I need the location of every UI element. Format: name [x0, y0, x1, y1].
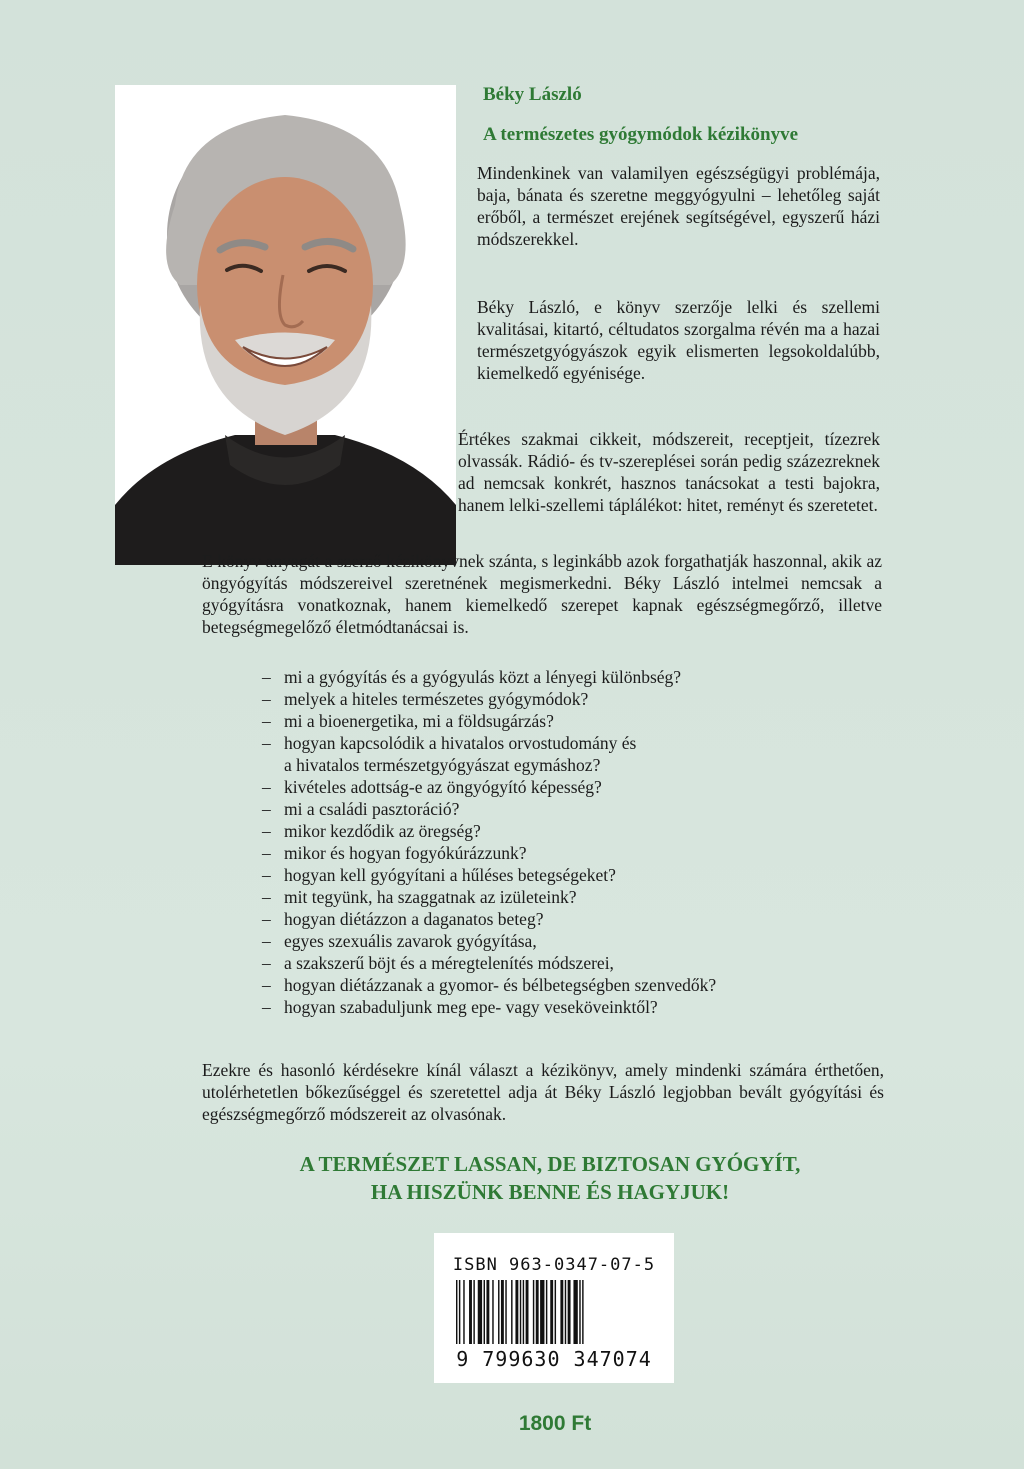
list-item: – melyek a hiteles természetes gyógymódok? — [262, 688, 822, 710]
list-item: – mi a bioenergetika, mi a földsugárzás? — [262, 710, 822, 732]
author-photo — [115, 85, 456, 565]
closing-paragraph: Ezekre és hasonló kérdésekre kínál választ a kézikönyv, amely mindenki számára érthetően, utolérhetetlen bőkezűséggel és szeretettel adja át Béky László legjobban bevált gyógyítási és egészségmegőrző módszereit az olvasónak. — [202, 1060, 884, 1124]
list-item: – a szakszerű böjt és a méregtelenítés módszerei, — [262, 952, 822, 974]
isbn-number: ISBN 963-0347-07-5 — [452, 1255, 656, 1275]
list-item: – hogyan diétázzanak a gyomor- és bélbetegségben szenvedők? — [262, 974, 822, 996]
motto — [180, 1150, 920, 1206]
list-item: – kivételes adottság-e az öngyógyító képesség? — [262, 776, 822, 798]
motto-line-2: HA HISZÜNK BENNE ÉS HAGYJUK! — [370, 1180, 730, 1204]
author-paragraph: Béky László, e könyv szerzője lelki és szellemi kvalitásai, kitartó, céltudatos szorgalma révén ma a hazai természetgyógyászok egyik elismerten legsokoldalúbb, kiemelkedő egyénisége. — [477, 297, 880, 383]
purpose-paragraph: E könyv anyagát a szerző kézikönyvnek szánta, s leginkább azok forgathatják haszonnal, akik az öngyógyítás módszereivel szeretnének megismerkedni. Béky László intelmei nemcsak a gyógyításra vonatkoznak, hanem kiemelkedő szerepet kapnak egészségmegőrző, illetve betegségmegelőző életmódtanácsai is. — [202, 551, 882, 637]
list-item: – mi a családi pasztoráció? — [262, 798, 822, 820]
list-item: – mi a gyógyítás és a gyógyulás közt a lényegi különbség? — [262, 666, 822, 688]
price: 1800 Ft — [518, 1412, 592, 1435]
author-name: Béky László — [483, 84, 582, 105]
list-item: – mikor kezdődik az öregség? — [262, 820, 822, 842]
barcode-bars — [456, 1280, 652, 1344]
list-item: – hogyan szabaduljunk meg epe- vagy veseköveinktől? — [262, 996, 822, 1018]
ean-number: 9 799630 347074 — [456, 1347, 652, 1371]
barcode-label — [434, 1233, 674, 1383]
list-item: – mikor és hogyan fogyókúrázzunk? — [262, 842, 822, 864]
list-item: – hogyan diétázzon a daganatos beteg? — [262, 908, 822, 930]
articles-paragraph: Értékes szakmai cikkeit, módszereit, receptjeit, tízezrek olvassák. Rádió- és tv-szereplései során pedig százezreknek ad nemcsak konkrét, hasznos tanácsokat a testi bajokra, hanem lelki-szellemi táplálékot: hitet, reményt és szeretetet. — [458, 429, 880, 515]
list-item: – hogyan kell gyógyítani a hűléses betegségeket? — [262, 864, 822, 886]
list-item: – hogyan kapcsolódik a hivatalos orvostudomány és a hivatalos természetgyógyászat egymáshoz? — [262, 732, 822, 776]
motto-line-1: A TERMÉSZET LASSAN, DE BIZTOSAN GYÓGYÍT, — [299, 1152, 801, 1176]
list-item: – mit tegyünk, ha szaggatnak az izületeink? — [262, 886, 822, 908]
questions-list — [262, 666, 822, 1018]
book-title: A természetes gyógymódok kézikönyve — [483, 124, 799, 145]
intro-paragraph: Mindenkinek van valamilyen egészségügyi problémája, baja, bánata és szeretne meggyógyulni – lehetőleg saját erőből, a természet erejének segítségével, egyszerű házi módszerekkel. — [477, 163, 880, 249]
list-item: – egyes szexuális zavarok gyógyítása, — [262, 930, 822, 952]
